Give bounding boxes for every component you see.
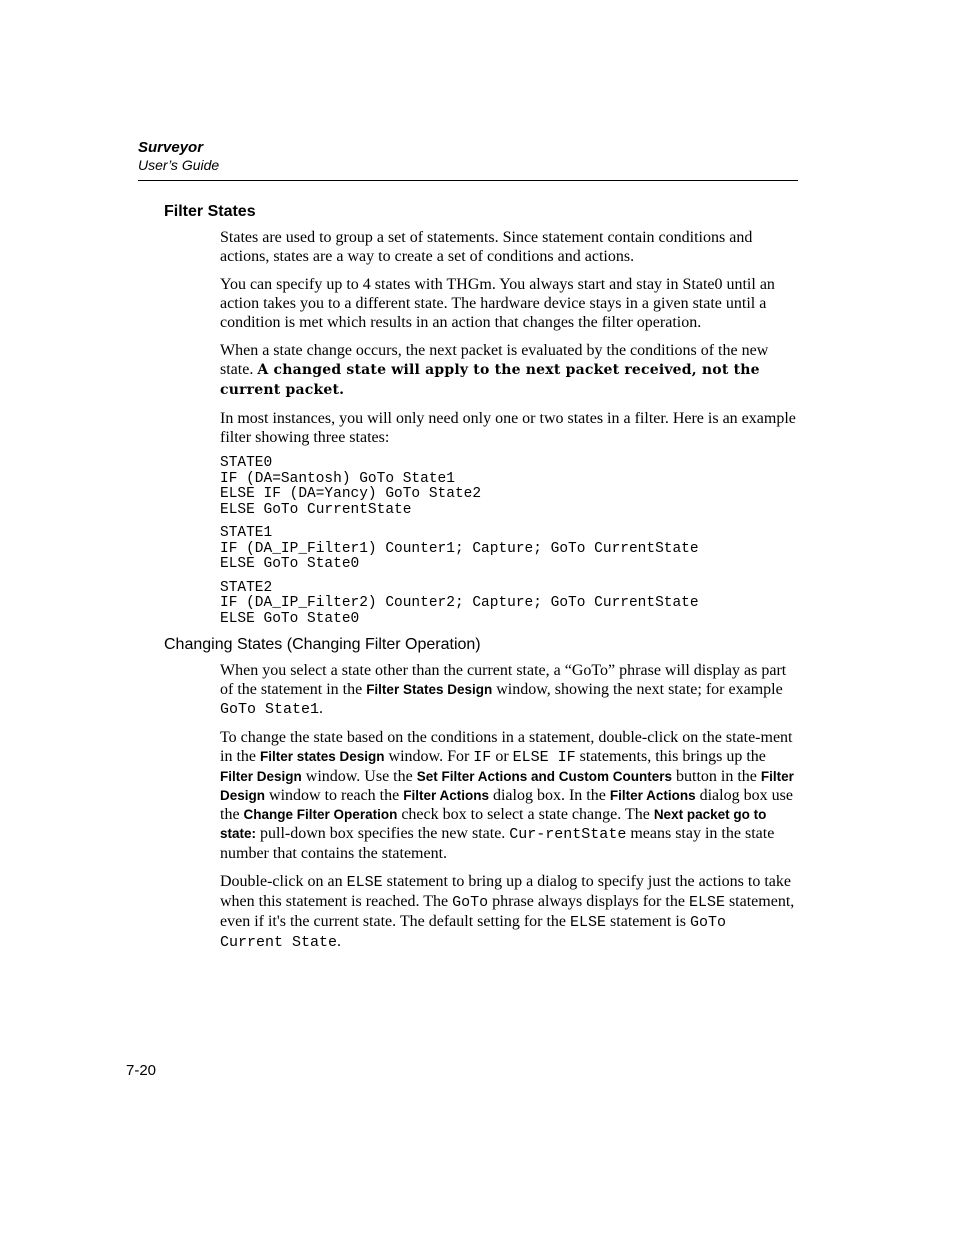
text: dialog box. In the (488, 787, 610, 804)
text: button in the (672, 768, 761, 785)
main-content (164, 202, 798, 961)
text: window. For (384, 748, 474, 765)
ui-label: Filter states Design (260, 749, 385, 764)
ui-label: Filter Design (220, 769, 302, 784)
text: Double-click on an (220, 873, 347, 890)
paragraph (220, 661, 798, 719)
code-inline: Cur-rentState (509, 826, 627, 843)
code-block-state1: STATE1 IF (DA_IP_Filter1) Counter1; Capture; GoTo CurrentState ELSE GoTo State0 (220, 525, 699, 572)
code-inline: ELSE (688, 894, 725, 911)
code-inline: IF (473, 749, 492, 766)
code-block-state2: STATE2 IF (DA_IP_Filter2) Counter2; Capture; GoTo CurrentState ELSE GoTo State0 (220, 579, 699, 627)
ui-label: Filter Design (220, 769, 794, 803)
section-body-changing-states (220, 661, 798, 952)
paragraph (220, 872, 798, 952)
ui-label: Set Filter Actions and Custom Counters (416, 769, 672, 784)
text: means stay in the state number that contains the statement. (220, 825, 775, 862)
ui-label: Change Filter Operation (243, 807, 398, 822)
code-inline: GoTo (452, 894, 489, 911)
header-subtitle: User’s Guide (138, 157, 220, 173)
ui-label: Next packet go to state: (220, 807, 767, 841)
paragraph: You can specify up to 4 states with THGm. You always start and stay in State0 until an action takes you to a different state. The hardware device stays in a given state until a condition is met which results in an action that changes the filter operation. (220, 276, 775, 331)
paragraph-text: When a state change occurs, the next packet is evaluated by the conditions of the new state. (220, 342, 769, 378)
section-heading-filter-states: Filter States (164, 203, 256, 220)
code-inline: ELSE (570, 914, 607, 931)
code-block-state0: STATE0 IF (DA=Santosh) GoTo State1 ELSE IF (DA=Yancy) GoTo State2 ELSE GoTo CurrentState (220, 455, 482, 518)
ui-label: Filter Actions (403, 788, 489, 803)
text: When you select a state other than the current state, a “GoTo” phrase will display as part of the statement in the (220, 662, 787, 698)
text: . (337, 933, 342, 950)
code-inline: ELSE IF (512, 749, 576, 766)
section-heading-changing-states: Changing States (Changing Filter Operation) (164, 636, 481, 653)
text: check box to select a state change. The (397, 806, 654, 823)
ui-label: Filter States Design (366, 682, 493, 697)
text: statement to bring up a dialog to specify just the actions to take when this statement is reached. The (220, 873, 791, 910)
code-inline: GoTo Current State (220, 914, 727, 951)
code-inline: GoTo State1 (220, 701, 320, 718)
header-rule (138, 180, 798, 181)
section-body-filter-states (220, 228, 798, 627)
text: statement, even if it's the current state. The default setting for the (220, 893, 795, 930)
text: window. Use the (301, 768, 417, 785)
text: pull-down box specifies the new state. (256, 825, 510, 842)
running-header (138, 138, 219, 174)
text: . (319, 700, 324, 717)
emphasis-text: A changed state will apply to the next packet received, not the current packet. (220, 362, 760, 398)
paragraph: States are used to group a set of statements. Since statement contain conditions and actions, states are a way to create a set of conditions and actions. (220, 229, 753, 265)
paragraph (220, 728, 798, 863)
text: phrase always displays for the (488, 893, 689, 910)
header-title: Surveyor (138, 139, 204, 156)
text: dialog box use the (220, 787, 793, 823)
page-number: 7-20 (126, 1062, 157, 1079)
text: or (491, 748, 513, 765)
text: window to reach the (265, 787, 404, 804)
text: statement is (606, 913, 691, 930)
text: statements, this brings up the (575, 748, 766, 765)
text: window, showing the next state; for example (492, 681, 783, 698)
text: To change the state based on the conditions in a statement, double-click on the state-ment in the (220, 729, 793, 765)
ui-label: Filter Actions (609, 788, 696, 803)
paragraph (220, 341, 798, 400)
code-inline: ELSE (346, 874, 383, 891)
paragraph: In most instances, you will only need only one or two states in a filter. Here is an example filter showing three states: (220, 410, 796, 446)
